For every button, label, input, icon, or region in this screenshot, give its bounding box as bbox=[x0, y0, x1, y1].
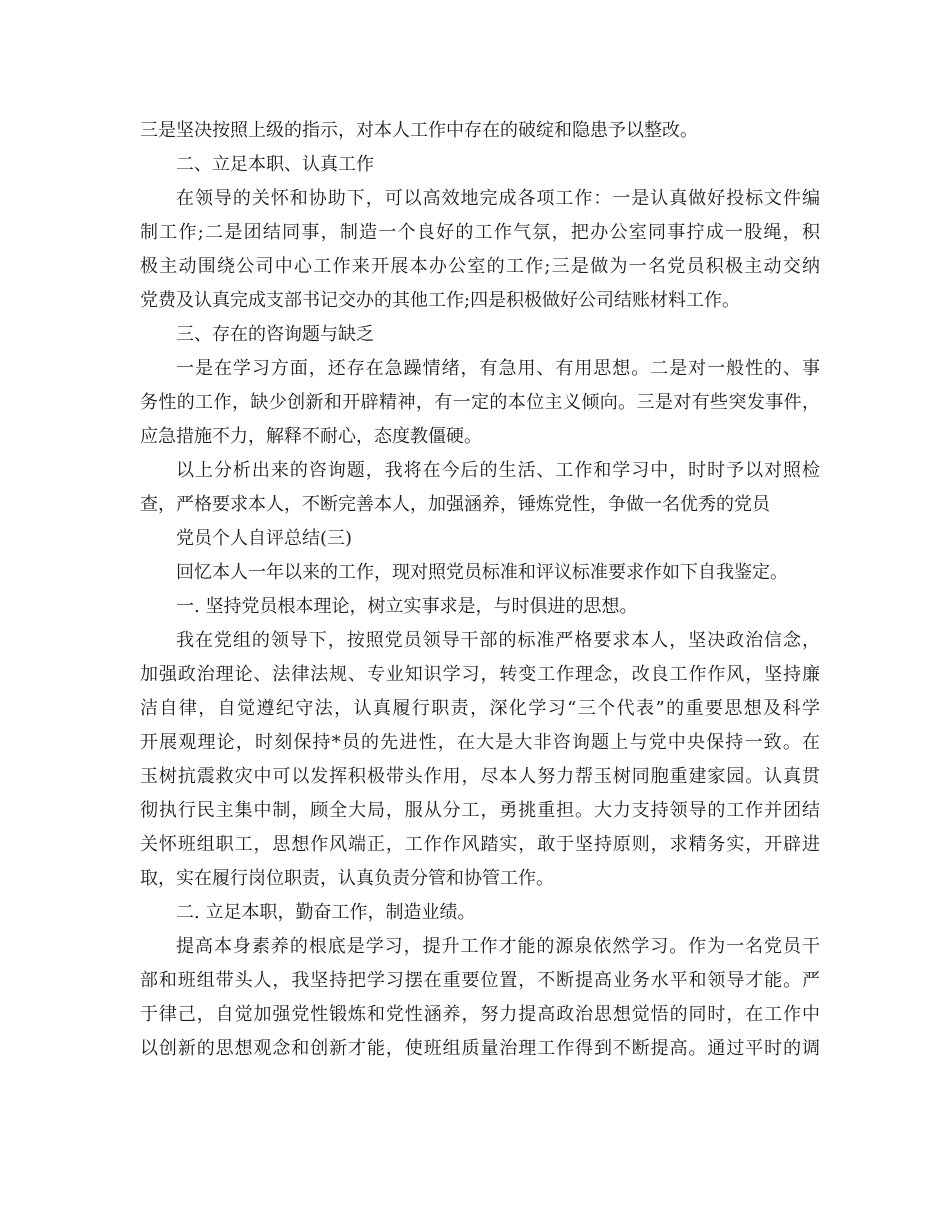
text-line: 以上分析出来的咨询题，我将在今后的生活、工作和学习中，时时予以对照检 bbox=[176, 460, 820, 481]
text-line: 玉树抗震救灾中可以发挥积极带头作用，尽本人努力帮玉树同胞重建家园。认真贯 bbox=[140, 766, 820, 787]
text-line: 查，严格要求本人，不断完善本人，加强涵养，锤炼党性，争做一名优秀的党员 bbox=[140, 494, 770, 515]
text-line: 于律己，自觉加强党性锻炼和党性涵养，努力提高政治思想觉悟的同时，在工作中 bbox=[140, 1004, 820, 1025]
document-title: 党员个人自评总结(三) bbox=[176, 528, 353, 549]
text-line: 三是坚决按照上级的指示，对本人工作中存在的破绽和隐患予以整改。 bbox=[140, 120, 698, 141]
text-line: 在领导的关怀和协助下，可以高效地完成各项工作：一是认真做好投标文件编 bbox=[176, 188, 820, 209]
text-line: 洁自律，自觉遵纪守法，认真履行职责，深化学习“三个代表”的重要思想及科学 bbox=[140, 698, 820, 719]
text-line: 党费及认真完成支部书记交办的其他工作;四是积极做好公司结账材料工作。 bbox=[140, 290, 741, 311]
section-heading: 一. 坚持党员根本理论，树立实事求是，与时俱进的思想。 bbox=[176, 596, 638, 617]
section-heading: 二、立足本职、认真工作 bbox=[176, 154, 374, 175]
text-line: 应急措施不力，解释不耐心，态度教僵硬。 bbox=[140, 426, 482, 447]
text-line: 极主动围绕公司中心工作来开展本办公室的工作;三是做为一名党员积极主动交纳 bbox=[140, 256, 820, 277]
text-line: 以创新的思想观念和创新才能，使班组质量治理工作得到不断提高。通过平时的调 bbox=[140, 1038, 820, 1059]
text-line: 我在党组的领导下，按照党员领导干部的标准严格要求本人，坚决政治信念， bbox=[176, 630, 820, 651]
text-line: 彻执行民主集中制，顾全大局，服从分工，勇挑重担。大力支持领导的工作并团结 bbox=[140, 800, 820, 821]
text-line: 回忆本人一年以来的工作，现对照党员标准和评议标准要求作如下自我鉴定。 bbox=[176, 562, 788, 583]
text-line: 关怀班组职工，思想作风端正，工作作风踏实，敢于坚持原则，求精务实，开辟进 bbox=[140, 834, 820, 855]
text-line: 务性的工作，缺少创新和开辟精神，有一定的本位主义倾向。三是对有些突发事件， bbox=[140, 392, 820, 413]
text-line: 一是在学习方面，还存在急躁情绪，有急用、有用思想。二是对一般性的、事 bbox=[176, 358, 820, 379]
section-heading: 三、存在的咨询题与缺乏 bbox=[176, 324, 374, 345]
text-line: 取，实在履行岗位职责，认真负责分管和协管工作。 bbox=[140, 868, 554, 889]
section-heading: 二. 立足本职，勤奋工作，制造业绩。 bbox=[176, 902, 476, 923]
text-line: 加强政治理论、法律法规、专业知识学习，转变工作理念，改良工作作风，坚持廉 bbox=[140, 664, 820, 685]
text-line: 开展观理论，时刻保持*员的先进性，在大是大非咨询题上与党中央保持一致。在 bbox=[140, 732, 820, 753]
document-page bbox=[140, 114, 820, 1066]
text-line: 部和班组带头人，我坚持把学习摆在重要位置，不断提高业务水平和领导才能。严 bbox=[140, 970, 820, 991]
text-line: 提高本身素养的根底是学习，提升工作才能的源泉依然学习。作为一名党员干 bbox=[176, 936, 820, 957]
text-line: 制工作;二是团结同事，制造一个良好的工作气氛，把办公室同事拧成一股绳，积 bbox=[140, 222, 820, 243]
